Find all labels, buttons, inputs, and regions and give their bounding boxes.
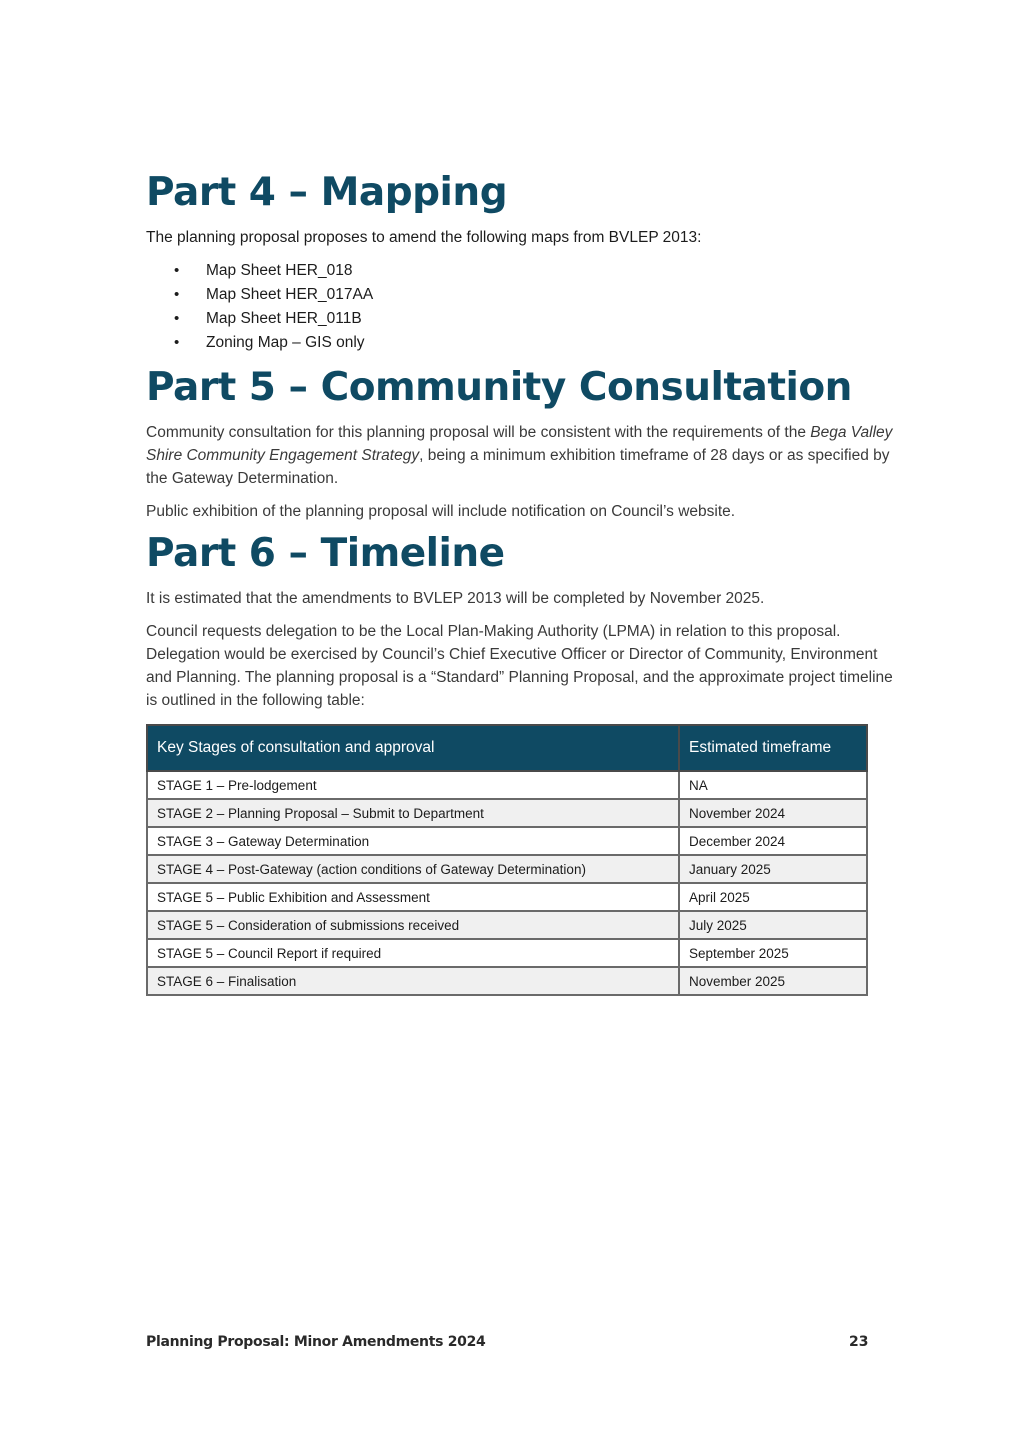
timeframe-cell: January 2025 [679,855,867,883]
list-item [146,331,906,355]
footer-document-title: Planning Proposal: Minor Amendments 2024 [146,1334,486,1350]
part4-intro: The planning proposal proposes to amend the following maps from BVLEP 2013: [146,229,702,246]
bullet-icon: • [174,334,180,351]
part5-heading: Part 5 – Community Consultation [146,365,852,410]
stage-cell: STAGE 2 – Planning Proposal – Submit to Department [147,799,679,827]
document-page [146,0,906,996]
page-number: 23 [849,1334,869,1350]
stage-cell: STAGE 5 – Consideration of submissions received [147,911,679,939]
table-row [147,771,867,799]
table-row [147,855,867,883]
table-header-timeframe: Estimated timeframe [679,725,867,771]
timeframe-cell: November 2025 [679,967,867,995]
list-item-text: Map Sheet HER_011B [206,310,362,327]
map-sheet-list [146,259,906,355]
table-header-row [147,725,867,771]
stage-cell: STAGE 6 – Finalisation [147,967,679,995]
stage-cell: STAGE 5 – Council Report if required [147,939,679,967]
strategy-title: Bega Valley Shire Community Engagement Strategy [146,424,893,464]
stage-cell: STAGE 4 – Post-Gateway (action conditions of Gateway Determination) [147,855,679,883]
part5-paragraph-2: Public exhibition of the planning proposal will include notification on Council’s website. [146,503,736,520]
timeframe-cell: September 2025 [679,939,867,967]
list-item [146,283,906,307]
table-row [147,967,867,995]
part5-paragraph-1-end: , being a minimum exhibition timeframe of 28 days or as specified by the Gateway Determination. [146,447,890,487]
table-row [147,939,867,967]
list-item [146,307,906,331]
timeline-table [146,724,868,996]
stage-cell: STAGE 1 – Pre-lodgement [147,771,679,799]
timeframe-cell: November 2024 [679,799,867,827]
timeframe-cell: April 2025 [679,883,867,911]
part6-paragraph-2: Council requests delegation to be the Local Plan-Making Authority (LPMA) in relation to this proposal. Delegation would be exercised by Council’s Chief Executive Officer or Director of Community, Environment and Planning. The planning proposal is a “Standard” Planning Proposal, and the approximate project timeline is outlined in the following table: [146,623,893,709]
bullet-icon: • [174,286,180,303]
list-item-text: Map Sheet HER_018 [206,262,353,279]
timeframe-cell: July 2025 [679,911,867,939]
table-row [147,799,867,827]
list-item-text: Zoning Map – GIS only [206,334,365,351]
table-row [147,827,867,855]
part4-heading: Part 4 – Mapping [146,170,508,215]
stage-cell: STAGE 3 – Gateway Determination [147,827,679,855]
bullet-icon: • [174,262,180,279]
table-row [147,911,867,939]
part5-paragraph-1 [146,421,906,490]
part6-paragraph-1: It is estimated that the amendments to BVLEP 2013 will be completed by November 2025. [146,590,765,607]
table-header-stages: Key Stages of consultation and approval [147,725,679,771]
timeframe-cell: NA [679,771,867,799]
table-row [147,883,867,911]
list-item-text: Map Sheet HER_017AA [206,286,374,303]
bullet-icon: • [174,310,180,327]
list-item [146,259,906,283]
part5-paragraph-1-start: Community consultation for this planning proposal will be consistent with the requirements of the [146,424,811,441]
part6-heading: Part 6 – Timeline [146,531,505,576]
timeframe-cell: December 2024 [679,827,867,855]
stage-cell: STAGE 5 – Public Exhibition and Assessment [147,883,679,911]
